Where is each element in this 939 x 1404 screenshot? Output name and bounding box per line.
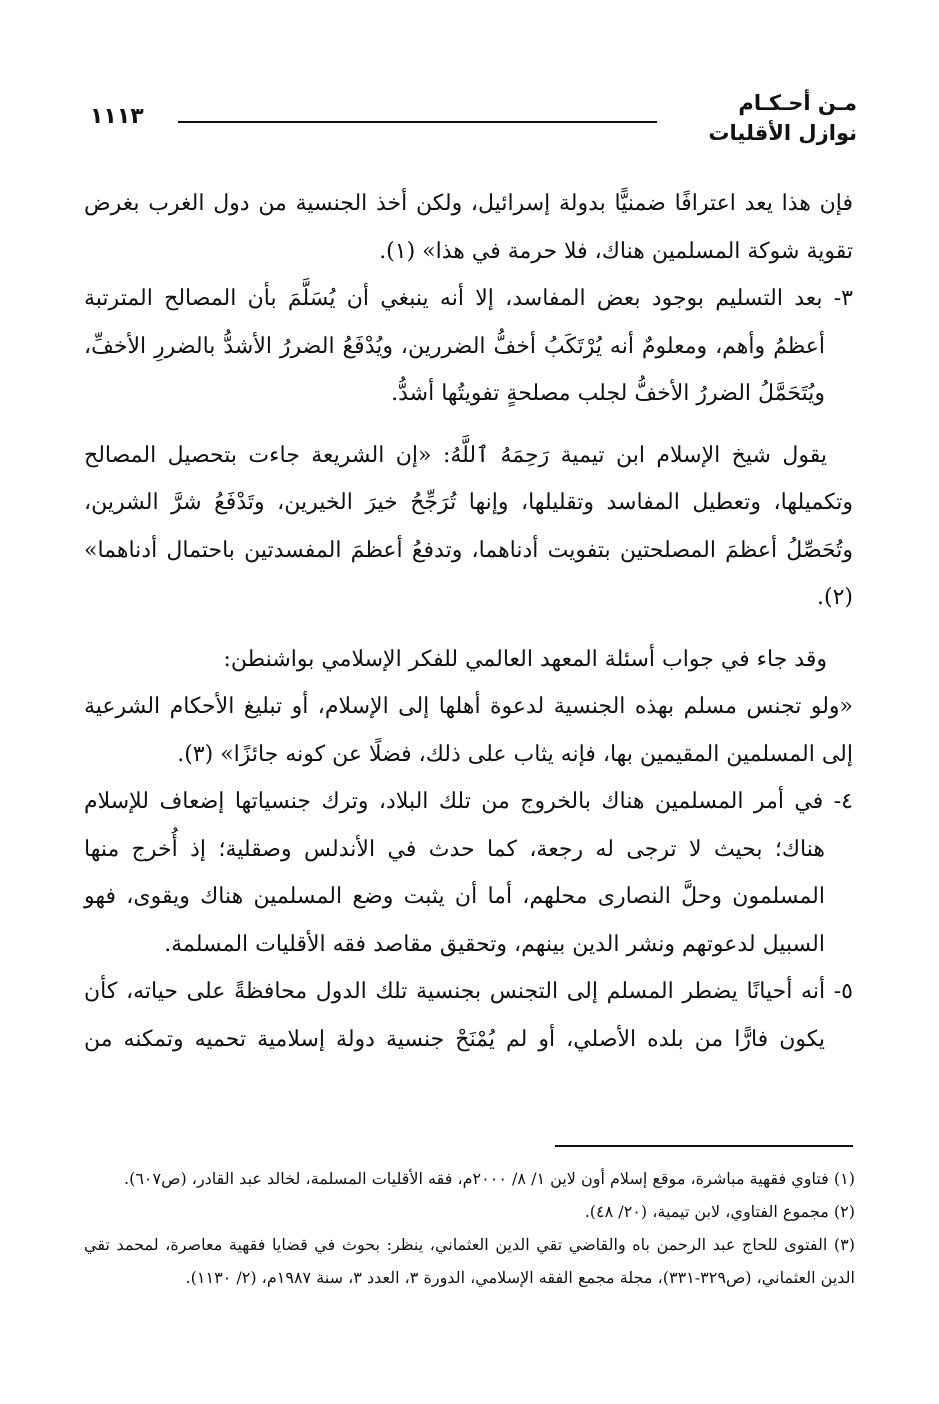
header-rule bbox=[178, 121, 657, 123]
book-title bbox=[708, 88, 857, 148]
list-item-5: ٥- أنه أحيانًا يضطر المسلم إلى التجنس بجنسية تلك الدول محافظةً على حياته، كأن يكون فارًّا من بلده الأصلي، أو لم يُمْنَحْ جنسية دولة إسلامية تحميه وتمكنه من bbox=[84, 979, 853, 1052]
footnote-1: (١) فتاوي فقهية مباشرة، موقع إسلام أون لاين ١/ ٨/ ٢٠٠٠م، فقه الأقليات المسلمة، لخالد عبد القادر، (ص٦٠٧). bbox=[124, 1169, 855, 1188]
page-number: ١١١٣ bbox=[90, 104, 144, 129]
quote-ibn-taymiyyah: يقول شيخ الإسلام ابن تيمية رَحِمَهُ ٱللَّهُ: «إن الشريعة جاءت بتحصيل المصالح وتكميلها، وتعطيل المفاسد وتقليلها، وإنها تُرَجِّحُ خيرَ الخيرين، وتَدْفَعُ شرَّ الشرين، وتُحَصِّلُ أعظمَ المصلحتين بتفويت أدناهما، وتدفعُ أعظمَ المفسدتين باحتمال أدناهما» (٢). bbox=[84, 442, 853, 610]
footnote-3: (٣) الفتوى للحاج عبد الرحمن باه والقاضي تقي الدين العثماني، ينظر: بحوث في قضايا فقهية معاصرة، لمحمد تقي الدين العثماني، (ص٣٢٩-٣٣١)، مجلة مجمع الفقه الإسلامي، الدورة ٣، العدد ٣، سنة ١٩٨٧م، (٢/ ١١٣٠). bbox=[84, 1235, 855, 1287]
footnote-2: (٢) مجموع الفتاوي، لابن تيمية، (٢٠/ ٤٨). bbox=[584, 1202, 855, 1221]
list-item-4: ٤- في أمر المسلمين هناك بالخروج من تلك البلاد، وترك جنسياتها إضعاف للإسلام هناك؛ بحيث لا ترجى له رجعة، كما حدث في الأندلس وصقلية؛ إذ أُخرج منها المسلمون وحلَّ النصارى محلهم، أما أن يثبت وضع المسلمين هناك ويقوى، فهو السبيل لدعوتهم ونشر الدين بينهم، وتحقيق مقاصد فقه الأقليات المسلمة. bbox=[84, 789, 853, 957]
list-item-3: ٣- بعد التسليم بوجود بعض المفاسد، إلا أنه ينبغي أن يُسَلَّمَ بأن المصالح المترتبة أعظمُ وأهم، ومعلومٌ أنه يُرْتَكَبُ أخفُّ الضررين، ويُدْفَعُ الضررُ الأشدُّ بالضررِ الأخفِّ، ويُتَحَمَّلُ الضررُ الأخفُّ لجلب مصلحةٍ تفويتُها أشدُّ. bbox=[84, 286, 853, 406]
paragraph-institute-intro: وقد جاء في جواب أسئلة المعهد العالمي للفكر الإسلامي بواشنطن: bbox=[223, 646, 827, 672]
book-title-line1: مـن أحـكـام bbox=[738, 91, 857, 115]
running-header bbox=[60, 88, 857, 152]
paragraph-continuation: فإن هذا يعد اعترافًا ضمنيًّا بدولة إسرائيل، ولكن أخذ الجنسية من دول الغرب بغرض تقوية شوكة المسلمين هناك، فلا حرمة في هذا» (١). bbox=[84, 191, 853, 264]
quote-institute: «ولو تجنس مسلم بهذه الجنسية لدعوة أهلها إلى الإسلام، أو تبليغ الأحكام الشرعية إلى المسلمين المقيمين بها، فإنه يثاب على ذلك، فضلًا عن كونه جائزًا» (٣). bbox=[84, 694, 853, 767]
footnotes bbox=[84, 1162, 855, 1294]
book-title-line2: نوازل الأقليات bbox=[708, 121, 857, 145]
footnote-separator bbox=[555, 1145, 853, 1147]
main-text bbox=[84, 180, 853, 1063]
